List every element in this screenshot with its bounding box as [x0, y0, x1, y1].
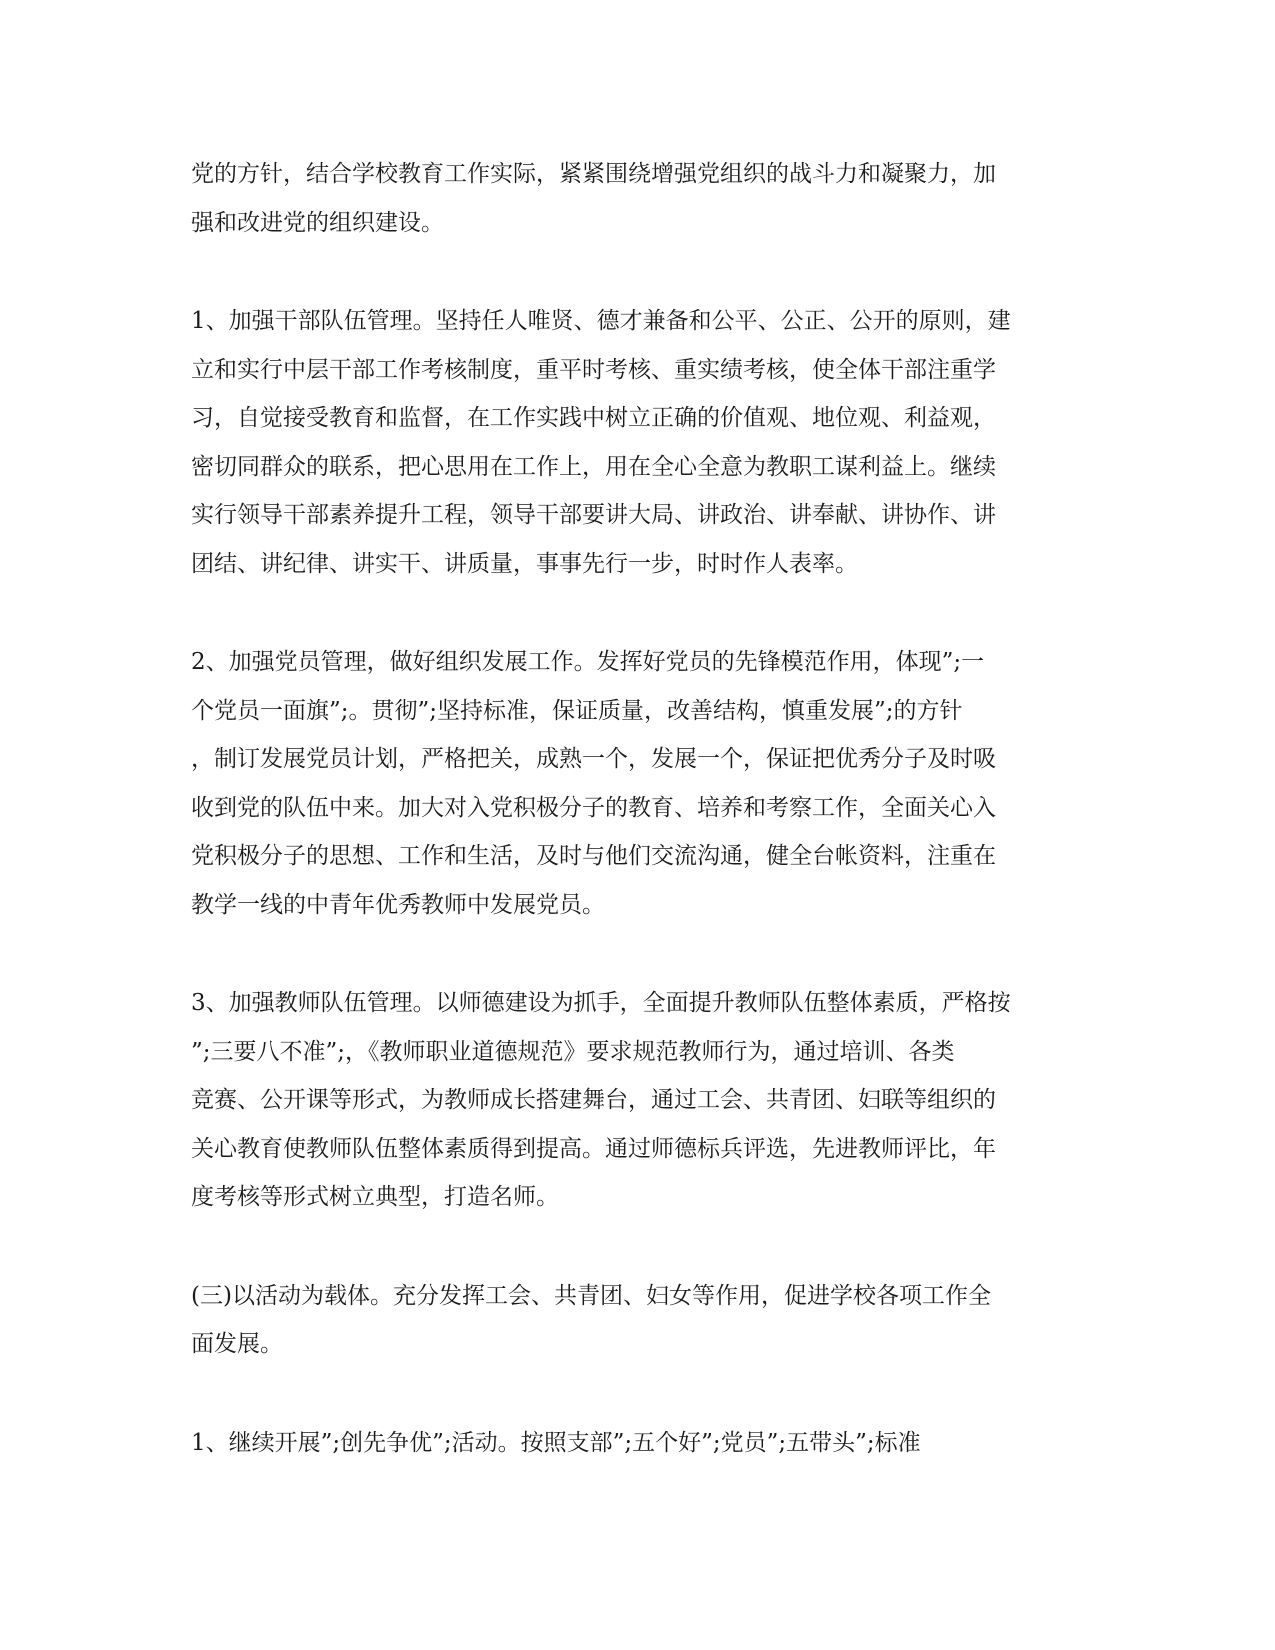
- paragraph: [191, 638, 1081, 929]
- paragraph: [191, 297, 1081, 588]
- text-line: 教学一线的中青年优秀教师中发展党员。: [191, 891, 605, 918]
- paragraph-gap: [191, 247, 1081, 297]
- text-line: (三)以活动为载体。充分发挥工会、共青团、妇女等作用，促进学校各项工作全: [191, 1282, 991, 1309]
- paragraph-gap: [191, 588, 1081, 638]
- text-line: 党的方针，结合学校教育工作实际，紧紧围绕增强党组织的战斗力和凝聚力，加: [191, 161, 996, 187]
- paragraph: [191, 1419, 1081, 1468]
- paragraph-gap: [191, 1222, 1081, 1272]
- paragraph: [191, 150, 1081, 247]
- text-line: 习，自觉接受教育和监督，在工作实践中树立正确的价值观、地位观、利益观，: [191, 405, 996, 431]
- text-line: 党积极分子的思想、工作和生活，及时与他们交流沟通，健全台帐资料，注重在: [191, 843, 996, 869]
- text-line: ”;三要八不准”;，《教师职业道德规范》要求规范教师行为，通过培训、各类: [191, 1038, 955, 1065]
- paragraph-gap: [191, 929, 1081, 979]
- text-line: 竞赛、公开课等形式，为教师成长搭建舞台，通过工会、共青团、妇联等组织的: [191, 1087, 996, 1113]
- text-line: 1、加强干部队伍管理。坚持任人唯贤、德才兼备和公平、公正、公开的原则，建: [191, 308, 1011, 334]
- paragraph: [191, 979, 1081, 1222]
- text-line: 面发展。: [191, 1331, 283, 1357]
- text-line: 收到党的队伍中来。加大对入党积极分子的教育、培养和考察工作，全面关心入: [191, 794, 996, 821]
- document-body: [191, 150, 1081, 1467]
- text-line: 度考核等形式树立典型，打造名师。: [191, 1184, 559, 1210]
- text-line: 团结、讲纪律、讲实干、讲质量，事事先行一步，时时作人表率。: [191, 550, 858, 577]
- paragraph-gap: [191, 1369, 1081, 1419]
- text-line: 强和改进党的组织建设。: [191, 209, 444, 236]
- text-line: 密切同群众的联系，把心思用在工作上，用在全心全意为教职工谋利益上。继续: [191, 453, 996, 480]
- text-line: 实行领导干部素养提升工程，领导干部要讲大局、讲政治、讲奉献、讲协作、讲: [191, 502, 996, 528]
- text-line: 立和实行中层干部工作考核制度，重平时考核、重实绩考核，使全体干部注重学: [191, 356, 996, 383]
- text-line: 2、加强党员管理，做好组织发展工作。发挥好党员的先锋模范作用，体现”;一: [191, 649, 985, 675]
- text-line: ，制订发展党员计划，严格把关，成熟一个，发展一个，保证把优秀分子及时吸: [191, 746, 996, 772]
- text-line: 关心教育使教师队伍整体素质得到提高。通过师德标兵评选，先进教师评比，年: [191, 1135, 996, 1162]
- text-line: 个党员一面旗”;。贯彻”;坚持标准，保证质量，改善结构，慎重发展”;的方针: [191, 697, 963, 724]
- paragraph: [191, 1272, 1081, 1369]
- text-line: 3、加强教师队伍管理。以师德建设为抓手，全面提升教师队伍整体素质，严格按: [191, 990, 1011, 1016]
- text-line: 1、继续开展”;创先争优”;活动。按照支部”;五个好”;党员”;五带头”;标准: [191, 1429, 921, 1456]
